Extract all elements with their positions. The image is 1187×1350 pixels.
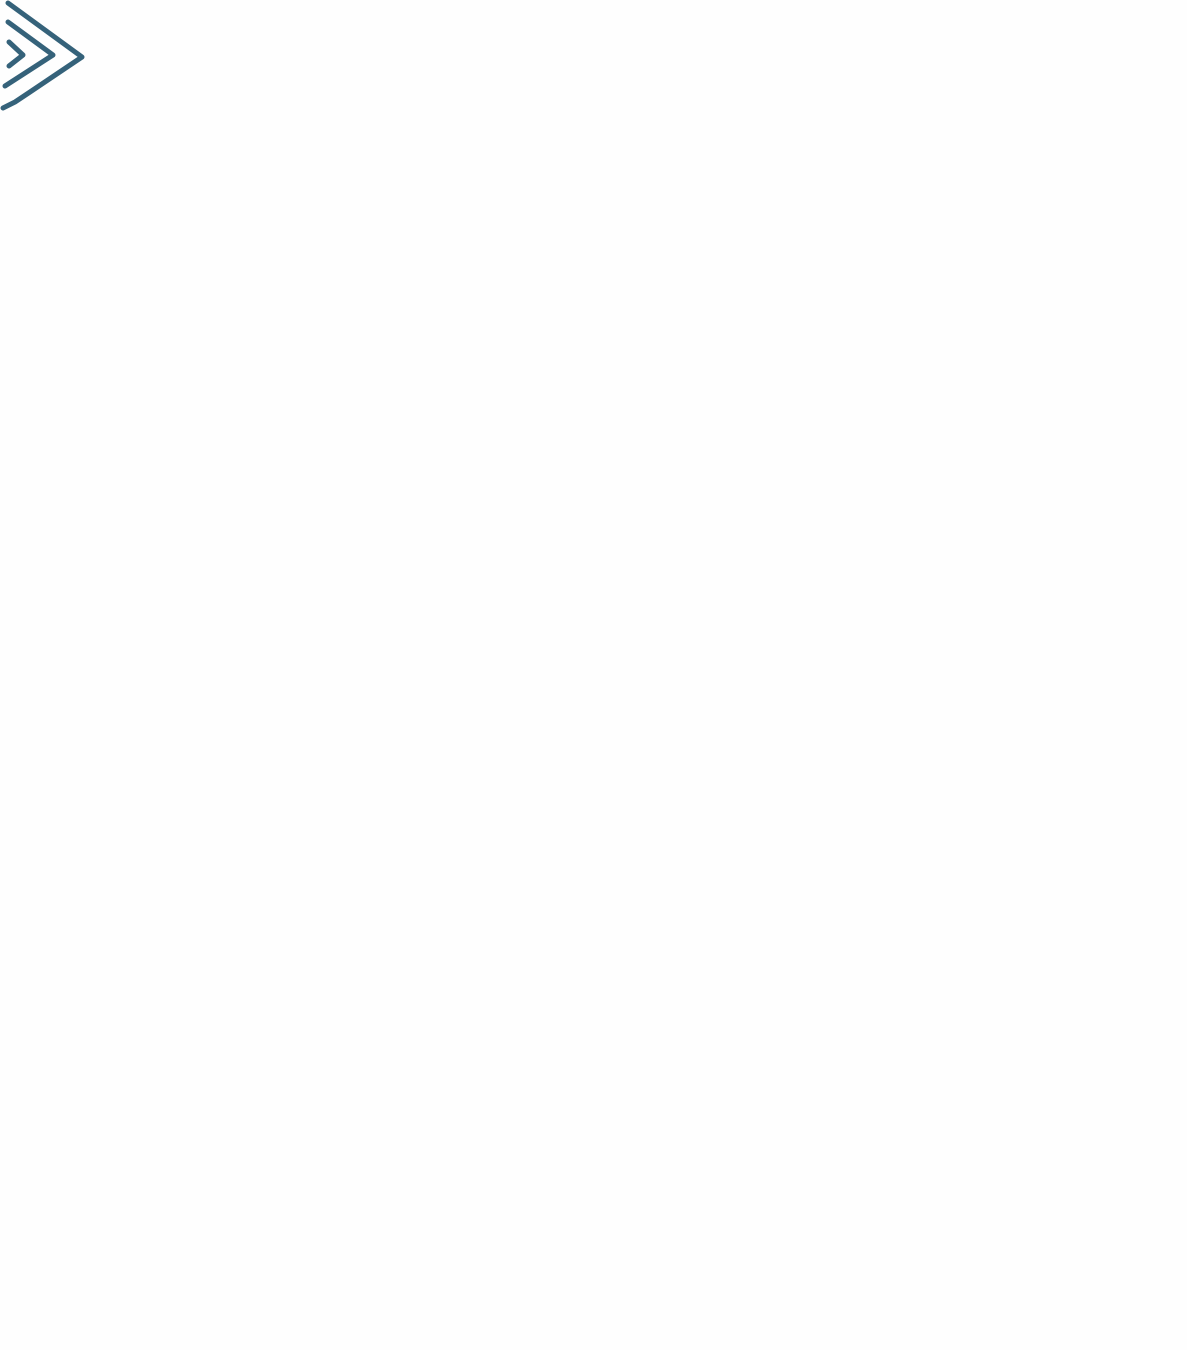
chevron-arrows-icon[interactable] bbox=[0, 0, 90, 115]
blank-content-area bbox=[0, 115, 1187, 1350]
